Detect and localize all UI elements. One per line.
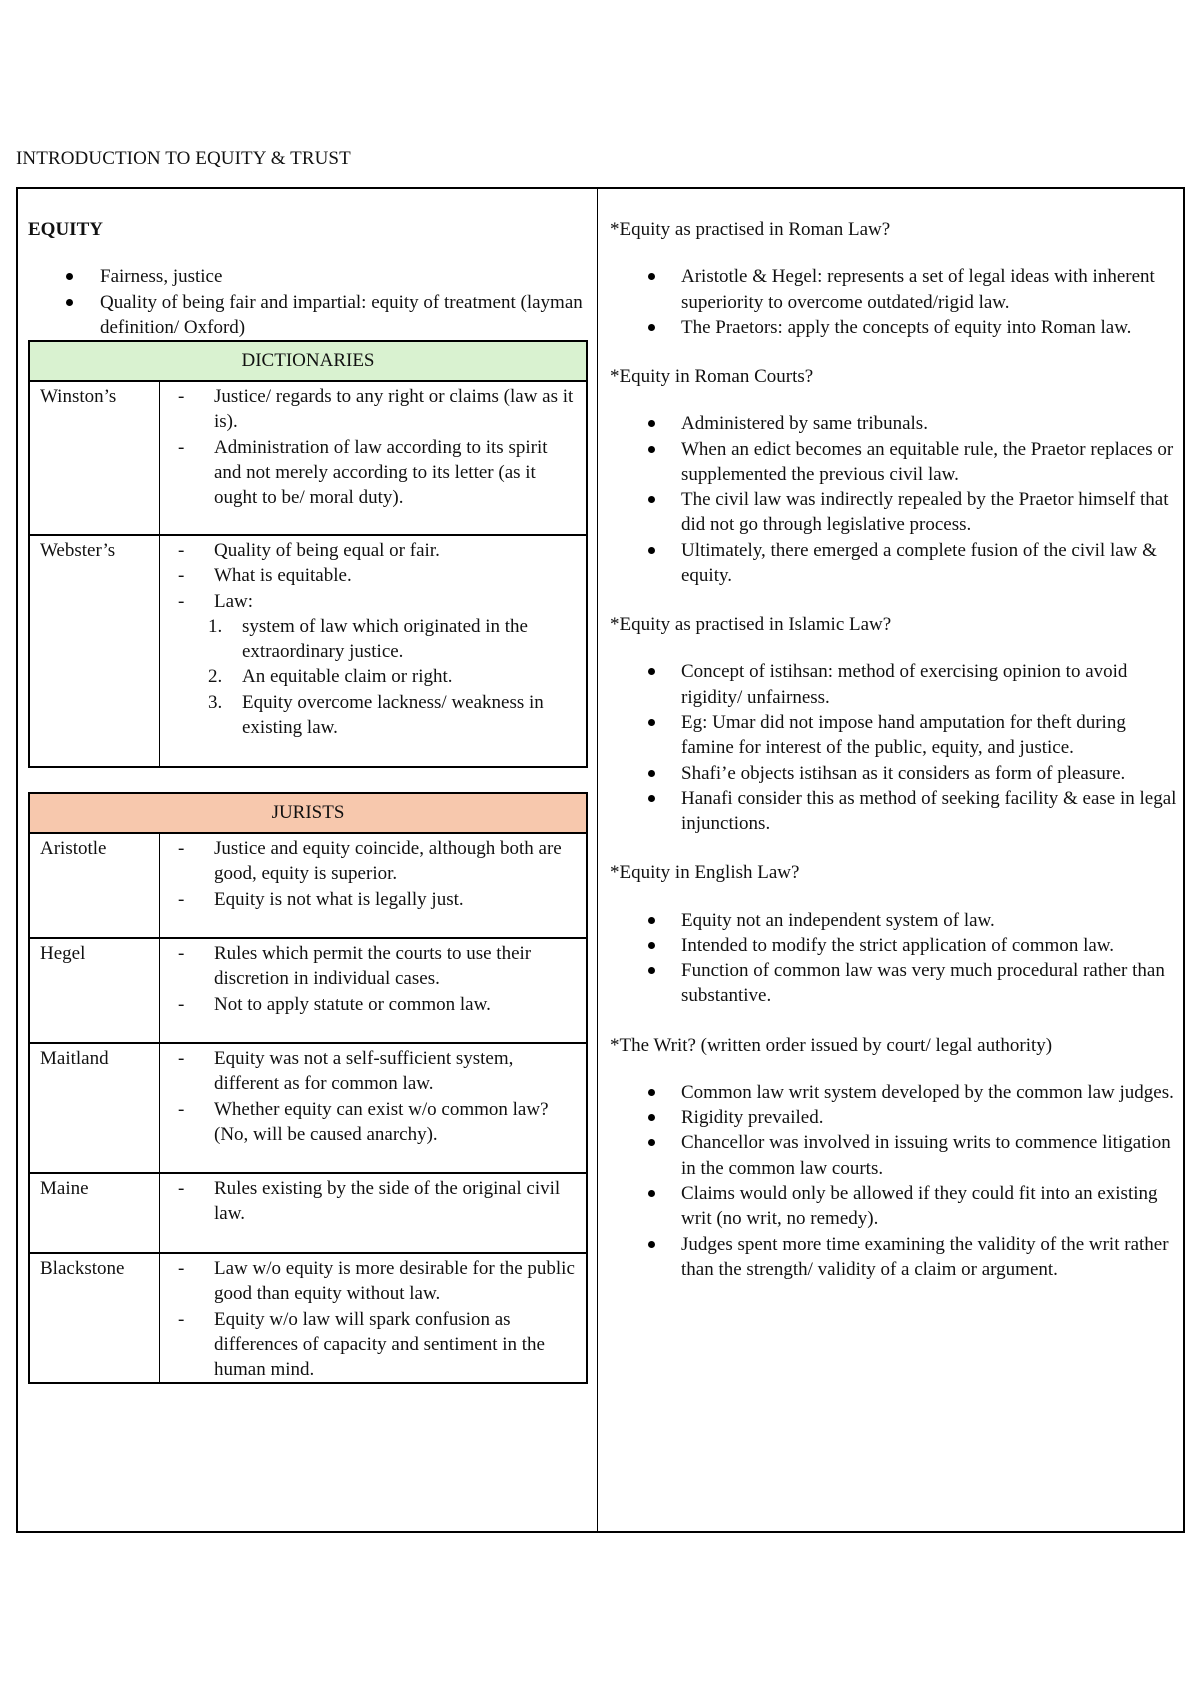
list-item: Fairness, justice [28, 264, 588, 289]
row-name: Hegel [30, 939, 160, 1042]
list-item: Ultimately, there emerged a complete fusion of the civil law & equity. [610, 538, 1180, 589]
table-row [30, 1252, 586, 1382]
section-question: *Equity in Roman Courts? [610, 366, 814, 388]
equity-bullet-list [28, 264, 588, 340]
section-question: *Equity as practised in Islamic Law? [610, 614, 892, 636]
section-question: *The Writ? (written order issued by court/ legal authority) [610, 1034, 1053, 1056]
list-item: - Equity is not what is legally just. [178, 888, 464, 910]
bullet-icon [648, 420, 655, 427]
numbered-item: 3. Equity overcome lackness/ weakness in existing law. [208, 691, 544, 738]
row-content [160, 382, 586, 534]
row-name: Maine [30, 1174, 160, 1252]
section-bullet-list [610, 411, 1180, 588]
list-item: Judges spent more time examining the validity of the writ rather than the strength/ validity of a claim or argument. [610, 1232, 1180, 1283]
list-item: Quality of being fair and impartial: equity of treatment (layman definition/ Oxford) [28, 290, 588, 341]
table-row [30, 534, 586, 766]
table-row [30, 382, 586, 534]
list-item: - Justice and equity coincide, although both are good, equity is superior. [178, 838, 562, 885]
list-item: Eg: Umar did not impose hand amputation for theft during famine for interest of the public, equity, and justice. [610, 710, 1180, 761]
bullet-icon [648, 1089, 655, 1096]
row-content [160, 536, 586, 766]
bullet-icon [648, 496, 655, 503]
row-content [160, 1174, 586, 1252]
left-column [28, 217, 588, 1384]
list-item: Hanafi consider this as method of seeking facility & ease in legal injunctions. [610, 786, 1180, 837]
dictionaries-header: DICTIONARIES [30, 342, 586, 382]
bullet-icon [66, 299, 73, 306]
list-item: When an edict becomes an equitable rule, the Praetor replaces or supplemented the previous civil law. [610, 437, 1180, 488]
notes-table [16, 187, 1185, 1533]
bullet-icon [648, 942, 655, 949]
bullet-icon [648, 1241, 655, 1248]
section-question: *Equity as practised in Roman Law? [610, 219, 891, 240]
list-item: Intended to modify the strict application of common law. [610, 933, 1180, 958]
right-column [610, 217, 1180, 1306]
dictionaries-table [28, 340, 588, 768]
list-item: Common law writ system developed by the common law judges. [610, 1080, 1180, 1105]
bullet-icon [648, 719, 655, 726]
list-item: - Law: [178, 590, 254, 612]
list-item: - Rules existing by the side of the original civil law. [178, 1178, 561, 1225]
table-row [30, 937, 586, 1042]
list-item: Concept of istihsan: method of exercising opinion to avoid rigidity/ unfairness. [610, 659, 1180, 710]
list-item: The civil law was indirectly repealed by the Praetor himself that did not go through legislative process. [610, 487, 1180, 538]
row-content [160, 1044, 586, 1172]
bullet-icon [648, 795, 655, 802]
list-item: The Praetors: apply the concepts of equity into Roman law. [610, 315, 1180, 340]
numbered-item: 2. An equitable claim or right. [208, 666, 453, 688]
list-item: Rigidity prevailed. [610, 1105, 1180, 1130]
table-row [30, 1172, 586, 1252]
row-name: Blackstone [30, 1254, 160, 1382]
bullet-icon [648, 1190, 655, 1197]
equity-heading: EQUITY [28, 219, 103, 240]
document-title: INTRODUCTION TO EQUITY & TRUST [16, 148, 351, 169]
section-bullet-list [610, 1080, 1180, 1282]
table-row [30, 834, 586, 937]
bullet-icon [648, 547, 655, 554]
list-item: Administered by same tribunals. [610, 411, 1180, 436]
bullet-icon [648, 1139, 655, 1146]
list-item: - Justice/ regards to any right or claims (law as it is). [178, 386, 574, 433]
bullet-icon [648, 324, 655, 331]
list-item: - Whether equity can exist w/o common law? (No, will be caused anarchy). [178, 1098, 549, 1145]
row-content [160, 939, 586, 1042]
list-item: - Rules which permit the courts to use their discretion in individual cases. [178, 943, 532, 990]
jurists-header: JURISTS [30, 794, 586, 834]
section-bullet-list [610, 659, 1180, 836]
row-name: Winston’s [30, 382, 160, 534]
list-item: Chancellor was involved in issuing writs to commence litigation in the common law courts. [610, 1130, 1180, 1181]
list-item: Equity not an independent system of law. [610, 908, 1180, 933]
bullet-icon [648, 446, 655, 453]
list-item: Aristotle & Hegel: represents a set of legal ideas with inherent superiority to overcome outdated/rigid law. [610, 264, 1180, 315]
list-item: - Quality of being equal or fair. [178, 540, 440, 562]
column-divider [597, 189, 598, 1531]
row-name: Maitland [30, 1044, 160, 1172]
list-item: - What is equitable. [178, 565, 352, 587]
numbered-item: 1. system of law which originated in the extraordinary justice. [208, 615, 528, 663]
bullet-icon [648, 273, 655, 280]
section-bullet-list [610, 264, 1180, 340]
bullet-icon [648, 1114, 655, 1121]
list-item: - Equity w/o law will spark confusion as differences of capacity and sentiment in the human mind. [178, 1308, 545, 1381]
list-item: Claims would only be allowed if they could fit into an existing writ (no writ, no remedy). [610, 1181, 1180, 1232]
bullet-icon [648, 668, 655, 675]
table-row [30, 1042, 586, 1172]
list-item: - Law w/o equity is more desirable for the public good than equity without law. [178, 1258, 575, 1305]
list-item: Shafi’e objects istihsan as it considers as form of pleasure. [610, 761, 1180, 786]
row-content [160, 834, 586, 937]
bullet-icon [648, 917, 655, 924]
row-content [160, 1254, 586, 1382]
bullet-icon [648, 967, 655, 974]
list-item: - Administration of law according to its spirit and not merely according to its letter (as it ought to be/ moral duty). [178, 436, 548, 509]
section-bullet-list [610, 908, 1180, 1009]
list-item: Function of common law was very much procedural rather than substantive. [610, 958, 1180, 1009]
bullet-icon [648, 770, 655, 777]
row-name: Aristotle [30, 834, 160, 937]
bullet-icon [66, 273, 73, 280]
list-item: - Not to apply statute or common law. [178, 993, 491, 1015]
jurists-table [28, 792, 588, 1384]
row-name: Webster’s [30, 536, 160, 766]
section-question: *Equity in English Law? [610, 862, 800, 884]
list-item: - Equity was not a self-sufficient system, different as for common law. [178, 1048, 514, 1095]
